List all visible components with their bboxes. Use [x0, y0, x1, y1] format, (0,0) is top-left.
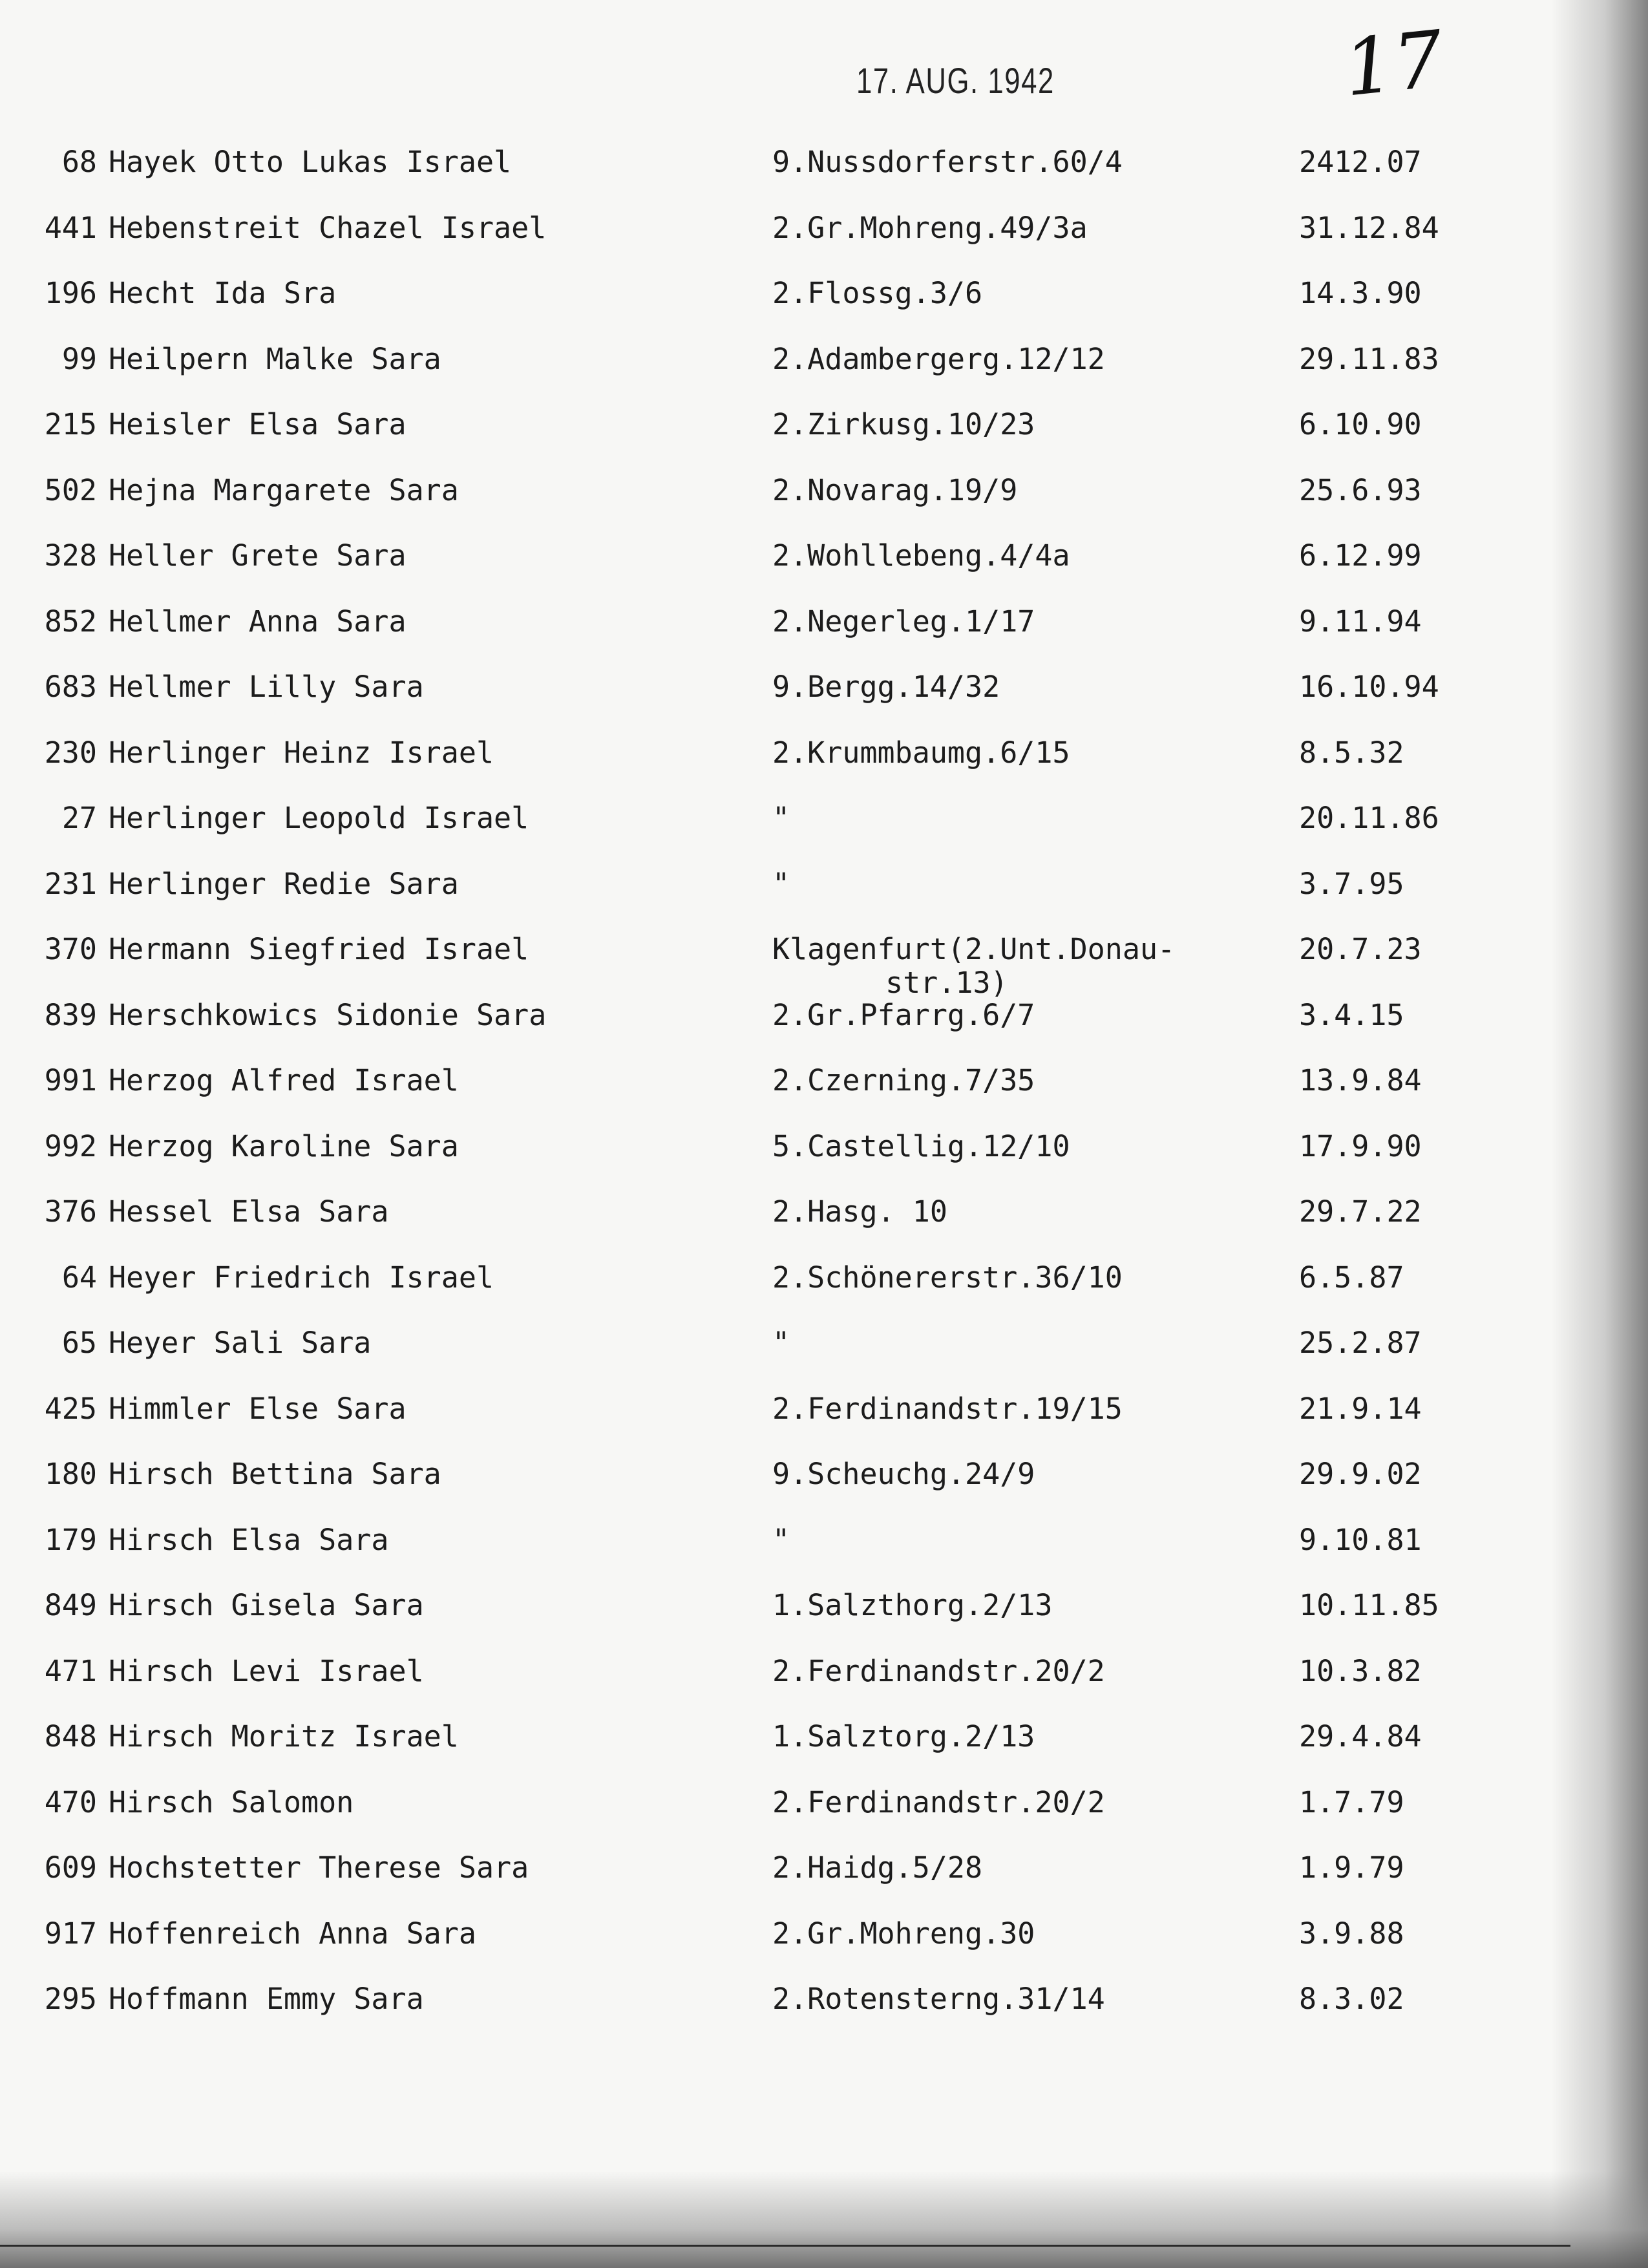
address: 9.Nussdorferstr.60/4 [772, 145, 1123, 179]
row-number: 852 [44, 604, 97, 639]
row-number: 425 [44, 1392, 97, 1426]
row-number: 215 [44, 407, 97, 441]
row-number: 848 [44, 1719, 97, 1754]
birth-date: 8.3.02 [1299, 1982, 1404, 2016]
address: 2.Flossg.3/6 [772, 276, 983, 310]
row-number: 99 [61, 342, 97, 376]
person-name: Hirsch Moritz Israel [109, 1719, 459, 1754]
table-row [0, 1980, 1583, 2045]
table-row [0, 472, 1583, 536]
person-name: Heilpern Malke Sara [109, 342, 441, 376]
address: 2.Negerleg.1/17 [772, 604, 1035, 639]
table-row [0, 1390, 1583, 1455]
row-number: 609 [44, 1850, 97, 1885]
person-name: Hirsch Salomon [109, 1785, 354, 1819]
row-number: 27 [61, 801, 97, 835]
address: 2.Hasg. 10 [772, 1194, 947, 1229]
address: 2.Zirkusg.10/23 [772, 407, 1035, 441]
person-name: Heyer Friedrich Israel [109, 1260, 494, 1295]
person-name: Hellmer Anna Sara [109, 604, 407, 639]
address: 2.Gr.Mohreng.49/3a [772, 211, 1088, 245]
address: 2.Krummbaumg.6/15 [772, 736, 1070, 770]
table-row [0, 734, 1583, 799]
address: " [772, 1523, 790, 1557]
address: 1.Salzthorg.2/13 [772, 1588, 1053, 1622]
birth-date: 9.10.81 [1299, 1523, 1422, 1557]
birth-date: 20.7.23 [1299, 932, 1422, 966]
row-number: 230 [44, 736, 97, 770]
person-name: Heisler Elsa Sara [109, 407, 407, 441]
birth-date: 29.11.83 [1299, 342, 1439, 376]
table-row [0, 603, 1583, 668]
person-name: Heyer Sali Sara [109, 1326, 372, 1360]
page-number: 17 [1340, 14, 1448, 114]
birth-date: 29.9.02 [1299, 1457, 1422, 1491]
birth-date: 2412.07 [1299, 145, 1422, 179]
address: 2.Ferdinandstr.19/15 [772, 1392, 1123, 1426]
table-row [0, 865, 1583, 930]
table-row [0, 800, 1583, 864]
person-name: Herzog Karoline Sara [109, 1129, 459, 1163]
person-name: Hirsch Levi Israel [109, 1654, 424, 1688]
table-row [0, 1259, 1583, 1324]
row-number: 839 [44, 998, 97, 1032]
row-number: 917 [44, 1916, 97, 1951]
address: Klagenfurt(2.Unt.Donau- [772, 932, 1176, 966]
person-name: Herzog Alfred Israel [109, 1063, 459, 1097]
person-name: Heller Grete Sara [109, 538, 407, 573]
address: 2.Rotensterng.31/14 [772, 1982, 1105, 2016]
person-name: Herlinger Redie Sara [109, 867, 459, 901]
birth-date: 29.7.22 [1299, 1194, 1422, 1229]
birth-date: 1.7.79 [1299, 1785, 1404, 1819]
table-row [0, 1915, 1583, 1980]
table-row [0, 1587, 1583, 1651]
birth-date: 3.4.15 [1299, 998, 1404, 1032]
table-row [0, 209, 1583, 274]
person-name: Hessel Elsa Sara [109, 1194, 389, 1229]
birth-date: 21.9.14 [1299, 1392, 1422, 1426]
person-name: Hoffmann Emmy Sara [109, 1982, 424, 2016]
person-name: Hochstetter Therese Sara [109, 1850, 529, 1885]
person-name: Hermann Siegfried Israel [109, 932, 529, 966]
birth-date: 20.11.86 [1299, 801, 1439, 835]
table-row [0, 406, 1583, 471]
address: 2.Czerning.7/35 [772, 1063, 1035, 1097]
person-name: Hayek Otto Lukas Israel [109, 145, 512, 179]
row-number: 179 [44, 1523, 97, 1557]
row-number: 328 [44, 538, 97, 573]
table-row [0, 1849, 1583, 1914]
table-row [0, 1718, 1583, 1783]
address: 2.Wohllebeng.4/4a [772, 538, 1070, 573]
birth-date: 1.9.79 [1299, 1850, 1404, 1885]
birth-date: 9.11.94 [1299, 604, 1422, 639]
birth-date: 25.6.93 [1299, 473, 1422, 507]
table-row [0, 1128, 1583, 1192]
row-number: 991 [44, 1063, 97, 1097]
table-row [0, 931, 1583, 1000]
row-number: 849 [44, 1588, 97, 1622]
birth-date: 8.5.32 [1299, 736, 1404, 770]
table-row [0, 275, 1583, 339]
birth-date: 10.3.82 [1299, 1654, 1422, 1688]
row-number: 471 [44, 1654, 97, 1688]
address: 2.Adambergerg.12/12 [772, 342, 1105, 376]
person-name: Herschkowics Sidonie Sara [109, 998, 547, 1032]
table-row [0, 1324, 1583, 1389]
row-number: 196 [44, 276, 97, 310]
address: 2.Novarag.19/9 [772, 473, 1018, 507]
row-number: 180 [44, 1457, 97, 1491]
table-row [0, 1784, 1583, 1849]
table-row [0, 1193, 1583, 1258]
address: 2.Gr.Mohreng.30 [772, 1916, 1035, 1951]
birth-date: 13.9.84 [1299, 1063, 1422, 1097]
person-name: Hirsch Gisela Sara [109, 1588, 424, 1622]
person-name: Herlinger Leopold Israel [109, 801, 529, 835]
person-name: Hecht Ida Sra [109, 276, 337, 310]
person-name: Himmler Else Sara [109, 1392, 407, 1426]
birth-date: 10.11.85 [1299, 1588, 1439, 1622]
address: " [772, 1326, 790, 1360]
address: 2.Gr.Pfarrg.6/7 [772, 998, 1035, 1032]
address: 1.Salztorg.2/13 [772, 1719, 1035, 1754]
address-continuation: str.13) [885, 966, 1008, 1000]
person-name: Herlinger Heinz Israel [109, 736, 494, 770]
address: 9.Bergg.14/32 [772, 670, 1000, 704]
row-number: 992 [44, 1129, 97, 1163]
person-name: Hoffenreich Anna Sara [109, 1916, 476, 1951]
birth-date: 25.2.87 [1299, 1326, 1422, 1360]
row-number: 370 [44, 932, 97, 966]
birth-date: 16.10.94 [1299, 670, 1439, 704]
date-stamp: 17. AUG. 1942 [856, 60, 1055, 101]
person-name: Hellmer Lilly Sara [109, 670, 424, 704]
table-row [0, 1456, 1583, 1520]
birth-date: 14.3.90 [1299, 276, 1422, 310]
table-row [0, 143, 1583, 208]
person-name: Hejna Margarete Sara [109, 473, 459, 507]
row-number: 64 [61, 1260, 97, 1295]
row-number: 68 [61, 145, 97, 179]
person-name: Hirsch Elsa Sara [109, 1523, 389, 1557]
row-number: 470 [44, 1785, 97, 1819]
row-number: 231 [44, 867, 97, 901]
person-name: Hebenstreit Chazel Israel [109, 211, 547, 245]
table-row [0, 668, 1583, 733]
birth-date: 6.12.99 [1299, 538, 1422, 573]
birth-date: 31.12.84 [1299, 211, 1439, 245]
address: " [772, 801, 790, 835]
person-name: Hirsch Bettina Sara [109, 1457, 441, 1491]
address: 9.Scheuchg.24/9 [772, 1457, 1035, 1491]
table-row [0, 997, 1583, 1061]
address: " [772, 867, 790, 901]
address: 5.Castellig.12/10 [772, 1129, 1070, 1163]
row-number: 502 [44, 473, 97, 507]
address: 2.Schönererstr.36/10 [772, 1260, 1123, 1295]
row-number: 683 [44, 670, 97, 704]
table-row [0, 1062, 1583, 1127]
birth-date: 3.9.88 [1299, 1916, 1404, 1951]
row-number: 295 [44, 1982, 97, 2016]
birth-date: 6.5.87 [1299, 1260, 1404, 1295]
birth-date: 29.4.84 [1299, 1719, 1422, 1754]
address: 2.Ferdinandstr.20/2 [772, 1785, 1105, 1819]
birth-date: 6.10.90 [1299, 407, 1422, 441]
birth-date: 17.9.90 [1299, 1129, 1422, 1163]
table-row [0, 537, 1583, 602]
table-row [0, 341, 1583, 405]
row-number: 65 [61, 1326, 97, 1360]
birth-date: 3.7.95 [1299, 867, 1404, 901]
address: 2.Ferdinandstr.20/2 [772, 1654, 1105, 1688]
table-row [0, 1521, 1583, 1586]
table-row [0, 1653, 1583, 1717]
row-number: 376 [44, 1194, 97, 1229]
address: 2.Haidg.5/28 [772, 1850, 983, 1885]
row-number: 441 [44, 211, 97, 245]
